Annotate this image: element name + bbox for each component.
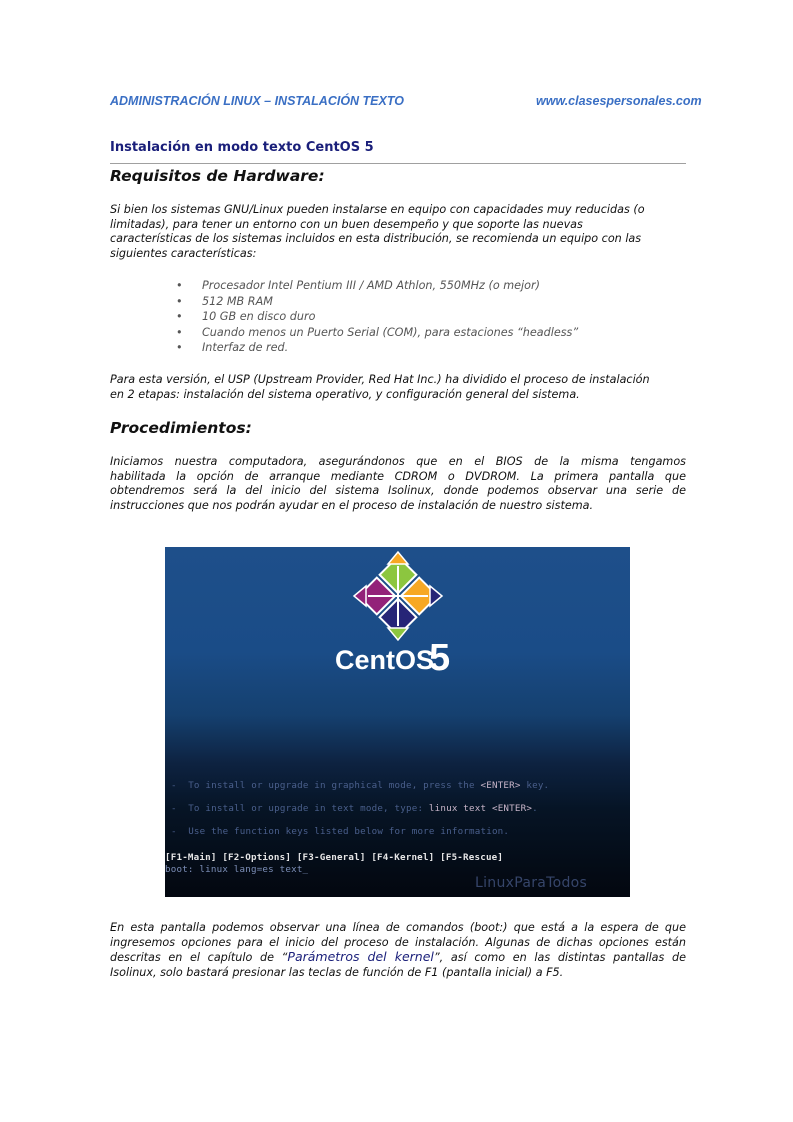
section-heading-requisitos: Requisitos de Hardware: (110, 167, 325, 185)
list-item-text: Procesador Intel Pentium III / AMD Athlon, 550MHz (o mejor) (202, 279, 540, 292)
kernel-params-reference: Parámetros del kernel (287, 949, 434, 964)
list-item (176, 325, 578, 341)
list-item-text: 10 GB en disco duro (202, 310, 316, 324)
centos-version-number: 5 (429, 637, 451, 679)
text-line: características de los sistemas incluidos en esta distribución, se recomienda un equipo con las (110, 232, 642, 245)
list-item (176, 340, 578, 356)
requirements-list (176, 278, 578, 356)
text-line: Para esta versión, el USP (Upstream Provider, Red Hat Inc.) ha dividido el proceso de instalación (110, 373, 650, 386)
centos-logo-graphic (165, 547, 630, 897)
requisitos-intro (110, 203, 686, 261)
text-line (110, 950, 686, 966)
text-line: limitadas), para tener un entorno con un buen desempeño y que soporte las nuevas (110, 217, 583, 231)
terminal-text: - To install or upgrade in text mode, type: (171, 803, 429, 814)
logo-arrow-right (430, 586, 442, 606)
text-line: en 2 etapas: instalación del sistema operativo, y configuración general del sistema. (110, 387, 580, 401)
text-line: Iniciamos nuestra computadora, asegurándonos que en el BIOS de la misma tengamos (110, 455, 686, 468)
document-title: Instalación en modo texto CentOS 5 (110, 140, 374, 155)
bullet-icon: • (176, 279, 183, 292)
text-line: obtendremos será la del inicio del sistema Isolinux, donde podemos observar una serie de (110, 484, 686, 497)
terminal-line-graphical (171, 780, 549, 791)
terminal-text: . (532, 803, 538, 814)
title-divider (110, 163, 686, 164)
list-item (176, 309, 578, 325)
header-title: ADMINISTRACIÓN LINUX – INSTALACIÓN TEXTO (110, 94, 404, 108)
header-website: www.clasespersonales.com (536, 94, 702, 108)
text-line: siguientes características: (110, 246, 257, 260)
section-heading-procedimientos: Procedimientos: (110, 419, 252, 437)
list-item-text: 512 MB RAM (202, 294, 273, 308)
list-item-text: Cuando menos un Puerto Serial (COM), para estaciones “headless” (202, 325, 579, 339)
text-line: En esta pantalla podemos observar una línea de comandos (boot:) que está a la espera de que (110, 921, 686, 934)
terminal-line-text-mode (171, 803, 538, 814)
terminal-key: linux text <ENTER> (428, 803, 533, 814)
terminal-function-keys: [F1-Main] [F2-Options] [F3-General] [F4-Kernel] [F5-Rescue] (165, 852, 504, 863)
logo-arrow-left (354, 586, 366, 606)
text-segment: descritas en el capítulo de “ (110, 951, 288, 964)
text-line: habilitada la opción de arranque mediante CDROM o DVDROM. La primera pantalla que (110, 469, 686, 483)
list-item (176, 294, 578, 310)
requisitos-note (110, 373, 686, 402)
terminal-text: - To install or upgrade in graphical mode, press the (171, 780, 481, 791)
terminal-key: <ENTER> (480, 780, 521, 791)
list-item-text: Interfaz de red. (202, 341, 289, 355)
bullet-icon: • (176, 325, 183, 339)
text-line: Isolinux, solo bastará presionar las teclas de función de F1 (pantalla inicial) a F5. (110, 965, 564, 979)
text-line: instrucciones que nos podrán ayudar en el proceso de instalación de nuestro sistema. (110, 498, 594, 512)
centos-boot-screenshot (165, 547, 630, 897)
terminal-boot-prompt: boot: linux lang=es text_ (165, 864, 309, 875)
closing-paragraph (110, 921, 686, 980)
bullet-icon: • (176, 310, 183, 324)
list-item (176, 278, 578, 294)
logo-arrow-down (388, 628, 408, 640)
text-segment: ”, así como en las distintas pantallas de (433, 951, 686, 964)
bullet-icon: • (176, 294, 183, 308)
bullet-icon: • (176, 341, 183, 355)
text-line: Si bien los sistemas GNU/Linux pueden instalarse en equipo con capacidades muy reducidas (o (110, 203, 645, 216)
centos-wordmark: CentOS (335, 645, 435, 675)
terminal-line-function-keys-hint: - Use the function keys listed below for more information. (171, 826, 510, 837)
procedimientos-paragraph (110, 455, 686, 513)
watermark: LinuxParaTodos (475, 875, 588, 891)
logo-arrow-up (388, 552, 408, 564)
text-line: ingresemos opciones para el inicio del proceso de instalación. Algunas de dichas opciones están (110, 935, 686, 949)
terminal-text: key. (520, 780, 550, 791)
